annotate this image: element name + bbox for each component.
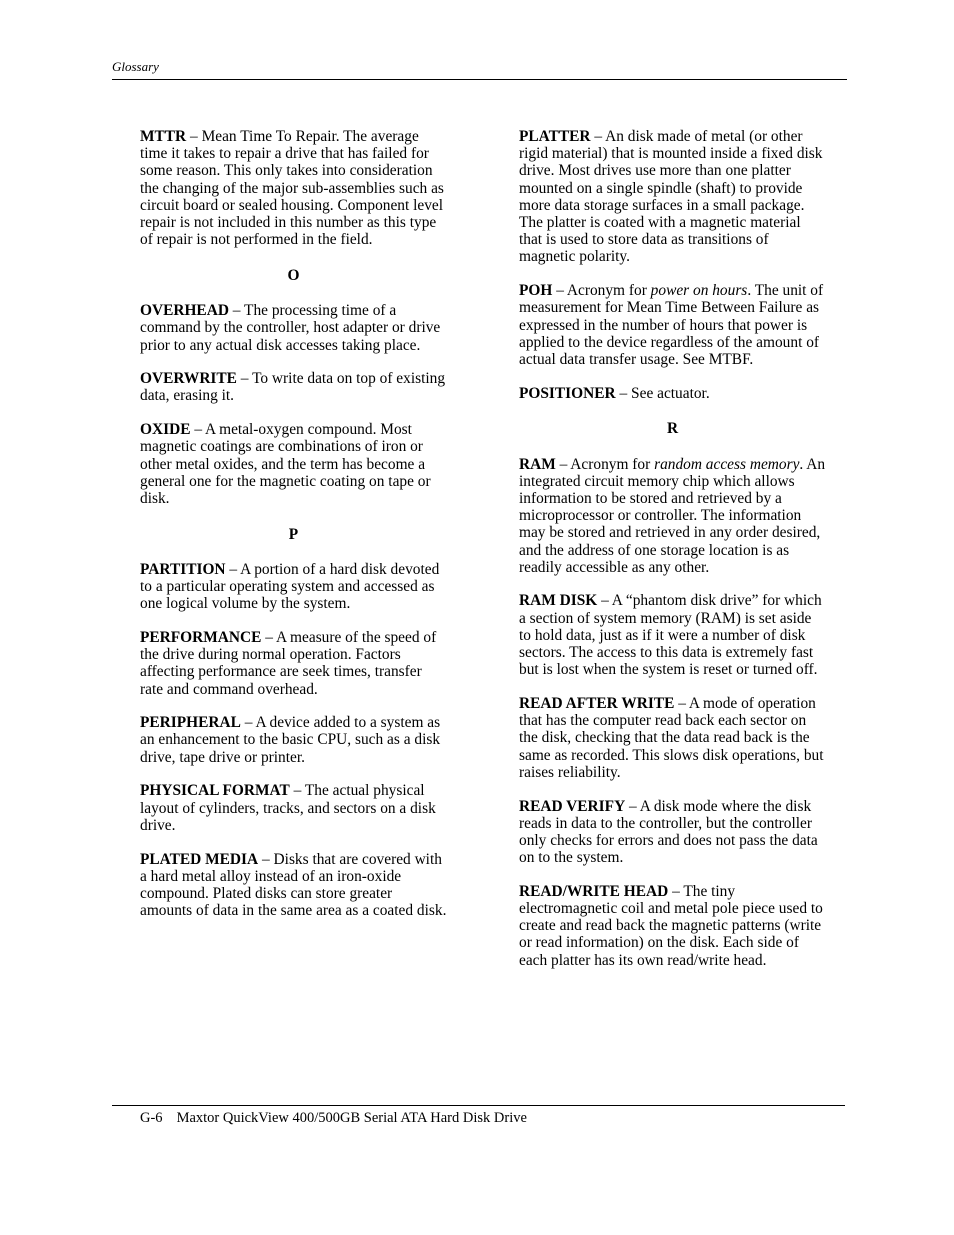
section-letter-p: P: [288, 525, 299, 543]
glossary-entry-overhead: [140, 302, 447, 354]
entry-definition: – A portion of a hard disk devoted to a particular operating system and accessed as one logical volume by the system.: [140, 560, 440, 613]
glossary-entry-partition: [140, 561, 447, 613]
header-rule: [112, 79, 847, 80]
entry-term: MTTR: [140, 128, 187, 145]
entry-definition: – A metal-oxygen compound. Most magnetic coatings are combinations of iron or other metal oxides, and the term has become a general one for the magnetic coating on tape or disk.: [140, 421, 431, 507]
entry-definition-cont: . The unit of measurement for Mean Time Between Failure as expressed in the number of hours that power is applied to the device regardless of the amount of actual data transfer usage. See MTBF.: [519, 282, 824, 368]
entry-definition: – To write data on top of existing data, erasing it.: [140, 370, 446, 405]
entry-term: RAM DISK: [519, 592, 598, 610]
entry-definition: – The processing time of a command by the controller, host adapter or drive prior to any actual disk accesses taking place.: [140, 302, 441, 354]
entry-definition: – An disk made of metal (or other rigid material) that is mounted inside a fixed disk drive. Most drives use more than one platter mounted on a single spindle (shaft) to provide more data storage surfaces in a small package. The platter is coated with a magnetic material that is used to store data as transitions of magnetic polarity.: [519, 128, 823, 266]
entry-term: READ VERIFY: [519, 797, 626, 815]
glossary-entry-ram: [519, 456, 826, 576]
entry-definition: – Disks that are covered with a hard metal alloy instead of an iron-oxide compound. Plated disks can store greater amounts of data in the same area as a coated disk.: [140, 850, 447, 920]
entry-definition: – Acronym for: [552, 282, 651, 300]
glossary-entry-oxide: [140, 421, 447, 507]
glossary-entry-ram-disk: [519, 592, 826, 678]
entry-term: POH: [519, 282, 553, 300]
entry-term: READ/WRITE HEAD: [519, 882, 669, 900]
document-title: Maxtor QuickView 400/500GB Serial ATA Hard Disk Drive: [176, 1110, 527, 1126]
glossary-entry-positioner: [519, 385, 826, 402]
glossary-entry-read-write-head: [519, 883, 826, 969]
entry-term: PARTITION: [140, 560, 226, 578]
entry-emphasis: power on hours: [650, 282, 748, 300]
entry-term: READ AFTER WRITE: [519, 694, 675, 712]
entry-definition: – A disk mode where the disk reads in data to the controller, but the controller only checks for errors and does not pass the data on to the system.: [519, 797, 818, 867]
entry-term: RAM: [519, 455, 556, 473]
entry-term: POSITIONER: [519, 384, 616, 402]
entry-term: PERFORMANCE: [140, 628, 262, 646]
entry-definition: – A device added to a system as an enhancement to the basic CPU, such as a disk drive, tape drive or printer.: [140, 714, 441, 766]
section-letter-r: R: [666, 420, 679, 438]
glossary-entry-poh: [519, 282, 826, 368]
glossary-entry-physical-format: [140, 782, 447, 834]
glossary-entry-plated-media: [140, 851, 447, 920]
entry-term: PHYSICAL FORMAT: [140, 782, 290, 800]
entry-term: PERIPHERAL: [140, 714, 241, 732]
entry-emphasis: random access memory: [654, 455, 800, 473]
entry-definition: – A mode of operation that has the computer read back each sector on the disk, checking that the data read back is the same as recorded. This slows disk operations, but raises reliability.: [519, 694, 824, 781]
entry-definition: – Acronym for: [555, 455, 655, 473]
glossary-entry-performance: [140, 629, 447, 698]
entry-term: OVERWRITE: [140, 370, 237, 388]
section-letter-o: O: [287, 266, 300, 284]
page-footer: [140, 1110, 527, 1127]
glossary-entry-read-after-write: [519, 695, 826, 781]
glossary-entry-read-verify: [519, 798, 826, 867]
entry-definition-cont: . An integrated circuit memory chip which allows information to be stored and retrieved by a microprocessor or controller. The information may be stored and retrieved in any order desired, and the address of one storage location is as readily accessible as any other.: [519, 455, 826, 576]
entry-term: OXIDE: [140, 421, 191, 439]
glossary-entry-platter: [519, 128, 826, 266]
entry-definition: – The actual physical layout of cylinders, tracks, and sectors on a disk drive.: [140, 782, 436, 834]
left-column: [140, 128, 447, 936]
entry-term: PLATTER: [519, 128, 591, 145]
entry-definition: – See actuator.: [615, 384, 710, 402]
entry-definition: – A measure of the speed of the drive during normal operation. Factors affecting performance are seek times, transfer rate and command overhead.: [140, 628, 437, 698]
footer-rule: [112, 1105, 845, 1106]
page-number: G-6: [140, 1110, 163, 1126]
running-header: Glossary: [112, 59, 159, 74]
glossary-entry-overwrite: [140, 370, 447, 404]
right-column: [519, 128, 826, 985]
entry-definition: – The tiny electromagnetic coil and metal pole piece used to create and read back the magnetic patterns (write or read information) on the disk. Each side of each platter has its own read/write head.: [519, 882, 823, 969]
entry-term: PLATED MEDIA: [140, 850, 259, 868]
entry-definition: – Mean Time To Repair. The average time it takes to repair a drive that has failed for some reason. This only takes into consideration the changing of the major sub-assemblies such as circuit board or sealed housing. Component level repair is not included in this number as this type of repair is not performed in the field.: [140, 128, 444, 249]
glossary-entry-mttr: [140, 128, 447, 248]
glossary-entry-peripheral: [140, 714, 447, 766]
entry-term: OVERHEAD: [140, 302, 229, 320]
entry-definition: – A “phantom disk drive” for which a section of system memory (RAM) is set aside to hold data, just as if it were a number of disk sectors. The access to this data is extremely fast but is lost when the system is reset or turned off.: [519, 592, 822, 679]
